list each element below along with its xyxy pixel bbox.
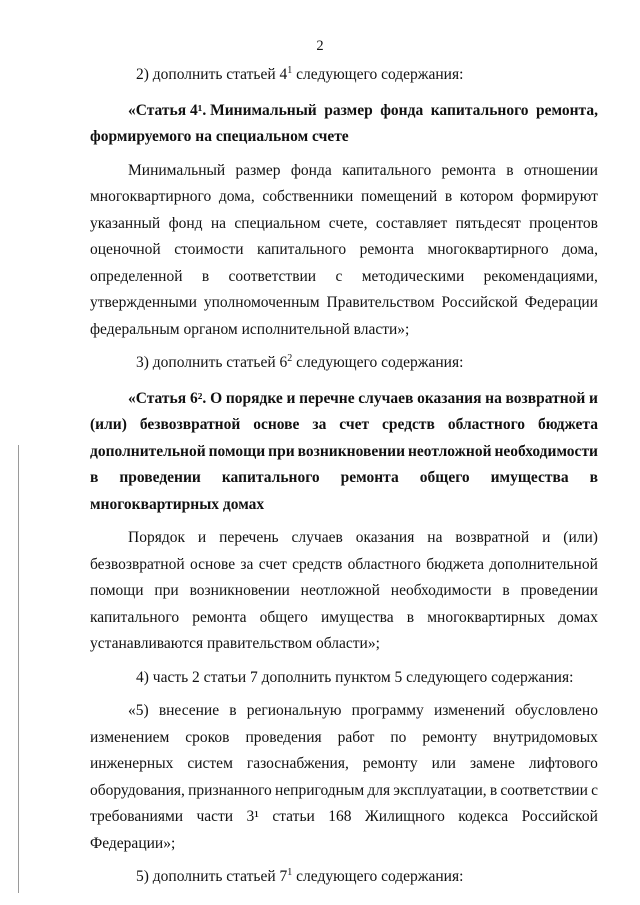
- item-2-text: 2) дополнить статьей 4: [136, 66, 288, 83]
- article-4-1-title-line-2: формируемого на специальном счете: [90, 128, 349, 145]
- article-6-2-title: «Статья 6². О порядке и перечне случаев оказания на возвратной и (или) безвозвратной основе за счет средств областного бюджета дополнительной помощи при возникновении неотложной необходимости в проведении капитального ремонта общего имущества в многоквартирных домах: [90, 389, 598, 513]
- article-4-1-body: [90, 158, 598, 344]
- article-4-1-title-line-1: «Статья 4¹. Минимальный размер фонда капитального ремонта,: [128, 101, 598, 119]
- point-5: «5) внесение в региональную программу изменений обусловлено изменением сроков проведения работ по ремонту внутридомовых инженерных систем газоснабжения, ремонту или замене лифтового оборудования, признанного непригодным для эксплуатации, в соответствии с требованиями части 3¹ статьи 168 Жилищного кодекса Российской Федерации»;: [90, 702, 598, 852]
- body-line: оценочной стоимости капитального ремонта многоквартирного дома,: [90, 241, 598, 258]
- item-5-text: 5) дополнить статьей 7: [136, 868, 288, 885]
- item-5-superscript: 1: [287, 867, 293, 878]
- document-body: [90, 62, 598, 893]
- body-line: многоквартирного дома, собственники помещений в котором формируют: [90, 188, 598, 205]
- body-line: Минимальный размер фонда капитального ремонта в отношении: [128, 161, 598, 179]
- item-3-text: 3) дополнить статьей 6: [136, 354, 288, 371]
- margin-rule: [18, 445, 19, 893]
- list-item-3: [90, 350, 598, 379]
- list-item-5: [90, 864, 598, 893]
- item-3-tail: следующего содержания:: [296, 354, 464, 371]
- list-item-4: 4) часть 2 статьи 7 дополнить пунктом 5 следующего содержания:: [136, 668, 574, 686]
- body-line: указанный фонд на специальном счете, составляет пятьдесят процентов: [90, 214, 598, 232]
- item-2-superscript: 1: [287, 65, 293, 76]
- article-6-2-body: Порядок и перечень случаев оказания на возвратной и (или) безвозвратной основе за счет средств областного бюджета дополнительной помощи при возникновении неотложной необходимости в проведении капитального ремонта общего имущества в многоквартирных домах устанавливаются правительством области»;: [90, 529, 598, 652]
- item-3-superscript: 2: [287, 353, 293, 364]
- body-line-last: федеральным органом исполнительной власти»;: [90, 320, 410, 338]
- list-item-2: [90, 62, 598, 91]
- page-number: 2: [316, 38, 324, 54]
- body-line: утвержденными уполномоченным Правительством Российской Федерации: [90, 294, 598, 311]
- item-2-tail: следующего содержания:: [296, 66, 464, 83]
- item-5-tail: следующего содержания:: [296, 868, 464, 885]
- body-line: определенной в соответствии с методическими рекомендациями,: [90, 267, 598, 285]
